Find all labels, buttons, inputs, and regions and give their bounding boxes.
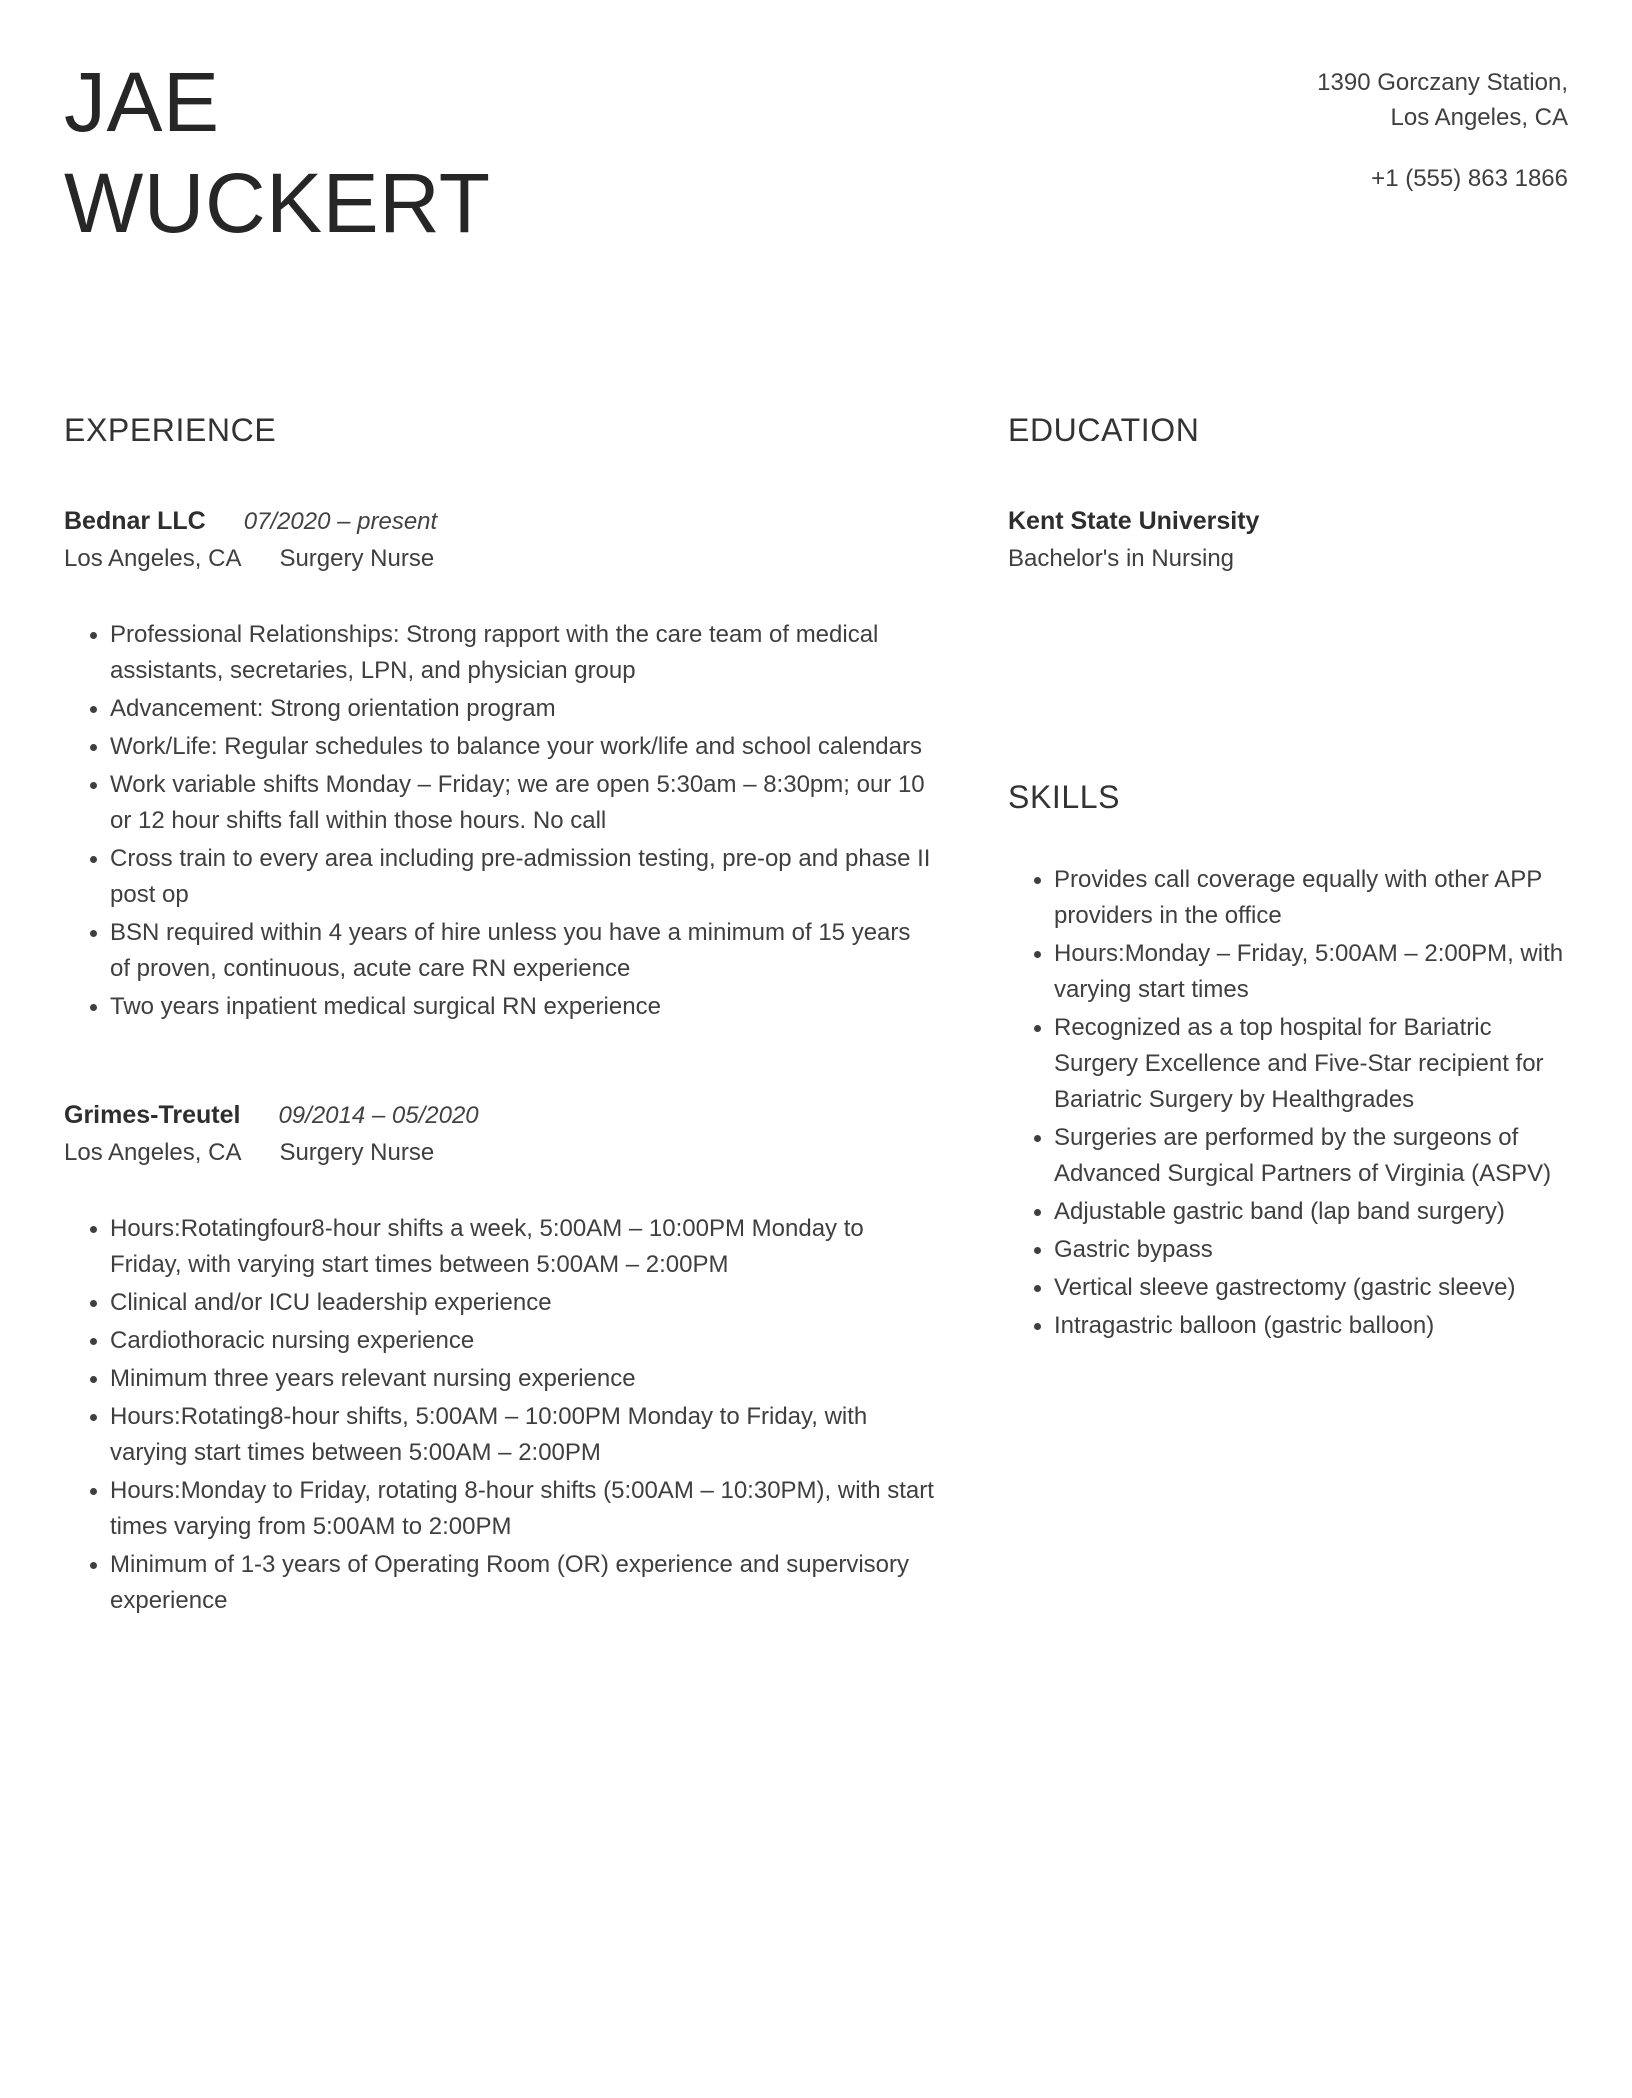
- experience-title: EXPERIENCE: [64, 411, 277, 448]
- job-subheader: [64, 545, 936, 573]
- experience-section: [64, 412, 936, 1621]
- resume-header: [64, 52, 1568, 254]
- job-header: [64, 507, 936, 536]
- job-entry-grimes-treutel: [64, 1101, 936, 1619]
- bullet-item: • Hours:Monday to Friday, rotating 8-hour shifts (5:00AM – 10:30PM), with start times varying from 5:00AM to 2:00PM: [110, 1473, 936, 1545]
- job-bullet-list: [64, 1211, 936, 1619]
- job-dates: 09/2014 – 05/2020: [278, 1101, 479, 1129]
- skills-bullet-list: [1008, 862, 1568, 1344]
- bullet-item: • Cardiothoracic nursing experience: [110, 1323, 936, 1359]
- bullet-item: • Work variable shifts Monday – Friday; we are open 5:30am – 8:30pm; our 10 or 12 hour shifts fall within those hours. No call: [110, 767, 936, 839]
- bullet-item: • Hours:Rotatingfour8-hour shifts a week, 5:00AM – 10:00PM Monday to Friday, with varying start times between 5:00AM – 2:00PM: [110, 1211, 936, 1283]
- bullet-item: • Advancement: Strong orientation program: [110, 691, 936, 727]
- bullet-item: • Minimum three years relevant nursing experience: [110, 1361, 936, 1397]
- school-name: Kent State University: [1008, 506, 1260, 535]
- contact-info: [1317, 52, 1568, 196]
- phone-number: +1 (555) 863 1866: [1371, 164, 1568, 192]
- bullet-item: • BSN required within 4 years of hire unless you have a minimum of 15 years of proven, continuous, acute care RN experience: [110, 915, 936, 987]
- candidate-name: [64, 52, 491, 254]
- main-content: [64, 412, 1568, 1621]
- bullet-item: • Two years inpatient medical surgical RN experience: [110, 989, 936, 1025]
- bullet-item: • Intragastric balloon (gastric balloon): [1054, 1308, 1568, 1344]
- right-column: [1008, 412, 1568, 1621]
- bullet-item: • Work/Life: Regular schedules to balance your work/life and school calendars: [110, 729, 936, 765]
- bullet-item: • Minimum of 1-3 years of Operating Room (OR) experience and supervisory experience: [110, 1547, 936, 1619]
- job-dates: 07/2020 – present: [243, 507, 438, 535]
- skills-section: [1008, 779, 1568, 1344]
- job-entry-bednar: [64, 507, 936, 1025]
- bullet-item: • Hours:Monday – Friday, 5:00AM – 2:00PM, with varying start times: [1054, 936, 1568, 1008]
- company-name: Bednar LLC: [64, 506, 206, 535]
- job-role: Surgery Nurse: [279, 1138, 435, 1166]
- bullet-item: • Hours:Rotating8-hour shifts, 5:00AM – 10:00PM Monday to Friday, with varying start times between 5:00AM – 2:00PM: [110, 1399, 936, 1471]
- job-header: [64, 1101, 936, 1130]
- bullet-item: • Cross train to every area including pre-admission testing, pre-op and phase II post op: [110, 841, 936, 913]
- bullet-item: • Gastric bypass: [1054, 1232, 1568, 1268]
- address-block: [1317, 66, 1568, 136]
- job-location: Los Angeles, CA: [64, 544, 242, 572]
- bullet-item: • Surgeries are performed by the surgeons of Advanced Surgical Partners of Virginia (ASPV): [1054, 1120, 1568, 1192]
- degree-name: Bachelor's in Nursing: [1008, 544, 1235, 572]
- bullet-item: • Recognized as a top hospital for Bariatric Surgery Excellence and Five-Star recipient for Bariatric Surgery by Healthgrades: [1054, 1010, 1568, 1118]
- job-role: Surgery Nurse: [279, 544, 435, 572]
- bullet-item: • Adjustable gastric band (lap band surgery): [1054, 1194, 1568, 1230]
- address-line-2: Los Angeles, CA: [1390, 103, 1568, 131]
- job-bullet-list: [64, 617, 936, 1025]
- bullet-item: • Professional Relationships: Strong rapport with the care team of medical assistants, secretaries, LPN, and physician group: [110, 617, 936, 689]
- job-location: Los Angeles, CA: [64, 1138, 242, 1166]
- company-name: Grimes-Treutel: [64, 1100, 241, 1129]
- address-line-1: 1390 Gorczany Station,: [1317, 69, 1568, 96]
- job-subheader: [64, 1139, 936, 1167]
- bullet-item: • Provides call coverage equally with other APP providers in the office: [1054, 862, 1568, 934]
- education-title: EDUCATION: [1008, 411, 1200, 448]
- bullet-item: • Clinical and/or ICU leadership experience: [110, 1285, 936, 1321]
- bullet-item: • Vertical sleeve gastrectomy (gastric sleeve): [1054, 1270, 1568, 1306]
- skills-title: SKILLS: [1008, 778, 1121, 815]
- candidate-last-name: WUCKERT: [64, 155, 491, 250]
- education-section: [1008, 412, 1568, 573]
- candidate-first-name: JAE: [64, 55, 220, 149]
